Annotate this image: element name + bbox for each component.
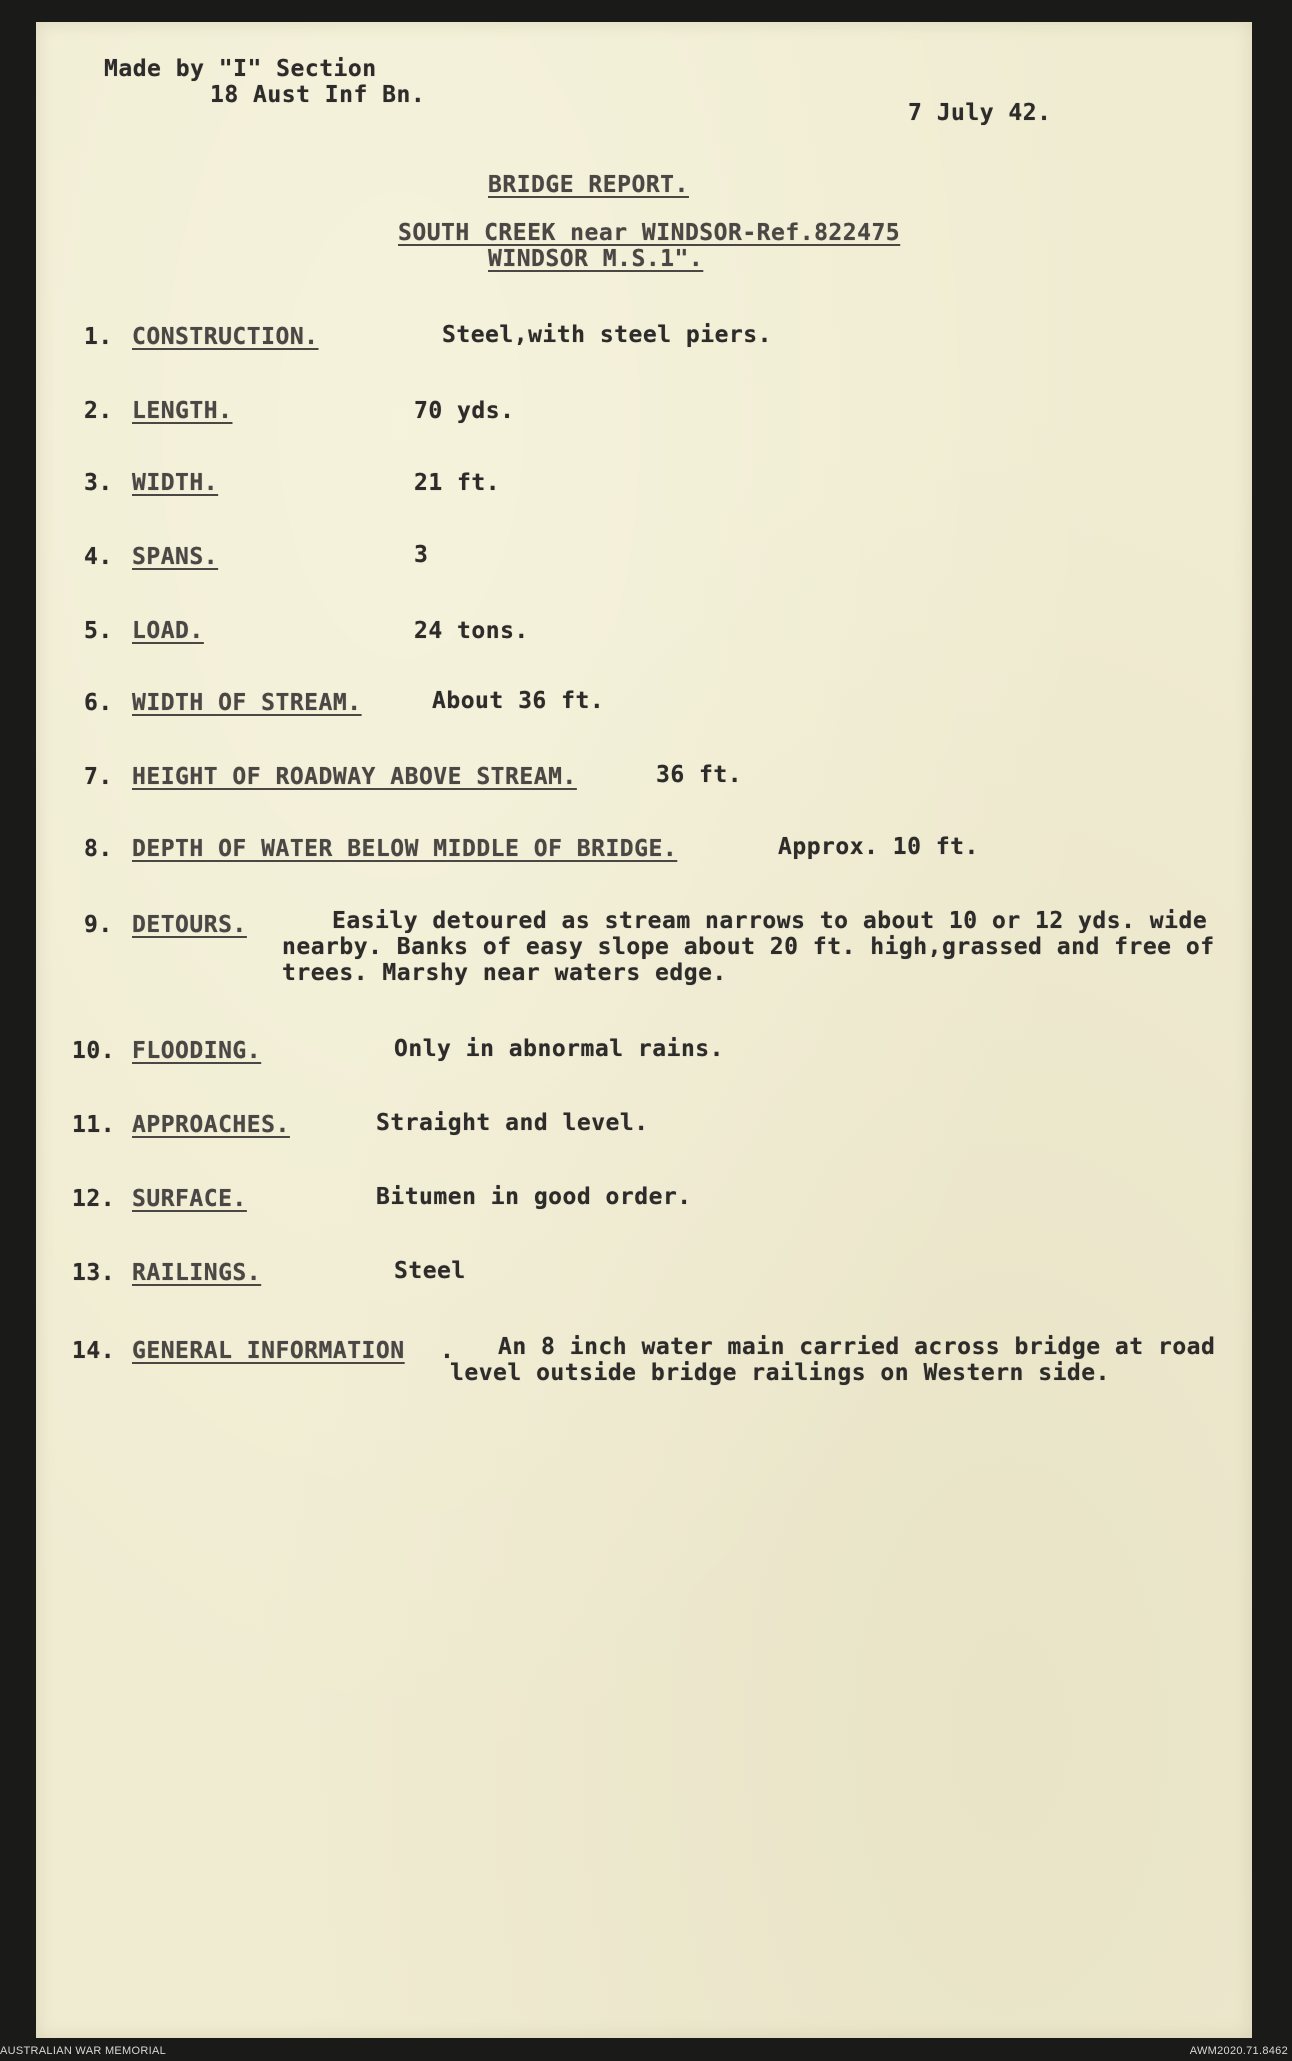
item-1-number: 1.: [84, 324, 113, 350]
item-7-value: 36 ft.: [656, 762, 743, 788]
item-6-number: 6.: [84, 690, 113, 716]
subtitle-line2: [488, 246, 703, 273]
item-5-label-text: LOAD.: [132, 618, 204, 644]
item-13-label: [132, 1260, 261, 1287]
item-1-label: [132, 324, 319, 351]
item-10-number: 10.: [72, 1038, 116, 1064]
item-9-label: [132, 912, 247, 939]
item-13-value: Steel: [394, 1258, 466, 1284]
document-page: [36, 22, 1252, 2038]
item-11-value: Straight and level.: [376, 1110, 649, 1136]
item-11-number: 11.: [72, 1112, 116, 1138]
item-4-value: 3: [414, 542, 429, 568]
item-8-number: 8.: [84, 836, 113, 862]
item-11-label-text: APPROACHES.: [132, 1112, 290, 1138]
item-10-label: [132, 1038, 261, 1065]
item-9-value-line2: nearby. Banks of easy slope about 20 ft. high,grassed and free of: [282, 934, 1215, 960]
item-12-value: Bitumen in good order.: [376, 1184, 692, 1210]
item-2-label: [132, 398, 232, 425]
subtitle-line2-text: WINDSOR M.S.1".: [488, 246, 704, 272]
item-5-label: [132, 618, 204, 645]
subtitle-line1-text: SOUTH CREEK near WINDSOR-Ref.822475: [398, 220, 901, 246]
item-13-label-text: RAILINGS.: [132, 1260, 262, 1286]
item-3-label: [132, 470, 218, 497]
item-9-value-line1: Easily detoured as stream narrows to about 10 or 12 yds. wide: [332, 908, 1208, 934]
item-3-value: 21 ft.: [414, 470, 501, 496]
item-13-number: 13.: [72, 1260, 116, 1286]
item-3-label-text: WIDTH.: [132, 470, 219, 496]
item-7-number: 7.: [84, 764, 113, 790]
item-14-label-text: GENERAL INFORMATION: [132, 1338, 405, 1364]
footer-catalogue-number: AWM2020.71.8462: [1189, 2045, 1288, 2057]
item-8-label: [132, 836, 677, 863]
item-14-label: [132, 1338, 405, 1365]
item-7-label-text: HEIGHT OF ROADWAY ABOVE STREAM.: [132, 764, 577, 790]
item-8-label-text: DEPTH OF WATER BELOW MIDDLE OF BRIDGE.: [132, 836, 678, 862]
item-14-separator: .: [440, 1338, 455, 1364]
made-by-line1: Made by "I" Section: [104, 56, 377, 82]
item-10-value: Only in abnormal rains.: [394, 1036, 724, 1062]
item-5-value: 24 tons.: [414, 618, 529, 644]
item-4-number: 4.: [84, 544, 113, 570]
item-14-value-line2: level outside bridge railings on Western side.: [450, 1360, 1110, 1386]
item-9-label-text: DETOURS.: [132, 912, 247, 938]
item-4-label: [132, 544, 218, 571]
item-2-number: 2.: [84, 398, 113, 424]
report-title: [488, 172, 689, 199]
item-7-label: [132, 764, 577, 791]
item-12-label-text: SURFACE.: [132, 1186, 247, 1212]
item-2-value: 70 yds.: [414, 398, 515, 424]
item-10-label-text: FLOODING.: [132, 1038, 262, 1064]
item-6-value: About 36 ft.: [432, 688, 605, 714]
item-14-number: 14.: [72, 1338, 116, 1364]
item-14-value-line1: An 8 inch water main carried across bridge at road: [498, 1334, 1216, 1360]
item-6-label-text: WIDTH OF STREAM.: [132, 690, 362, 716]
footer-archive-name: AUSTRALIAN WAR MEMORIAL: [0, 2045, 167, 2057]
item-2-label-text: LENGTH.: [132, 398, 233, 424]
item-5-number: 5.: [84, 618, 113, 644]
item-12-label: [132, 1186, 247, 1213]
item-12-number: 12.: [72, 1186, 116, 1212]
item-3-number: 3.: [84, 470, 113, 496]
item-9-number: 9.: [84, 912, 113, 938]
report-date: 7 July 42.: [908, 100, 1052, 126]
item-11-label: [132, 1112, 290, 1139]
item-8-value: Approx. 10 ft.: [778, 834, 979, 860]
report-title-text: BRIDGE REPORT.: [488, 172, 689, 198]
item-6-label: [132, 690, 362, 717]
item-1-label-text: CONSTRUCTION.: [132, 324, 319, 350]
item-4-label-text: SPANS.: [132, 544, 219, 570]
subtitle-line1: [398, 220, 900, 247]
made-by-line2: 18 Aust Inf Bn.: [210, 82, 426, 108]
item-9-value-line3: trees. Marshy near waters edge.: [282, 960, 727, 986]
item-1-value: Steel,with steel piers.: [442, 322, 772, 348]
